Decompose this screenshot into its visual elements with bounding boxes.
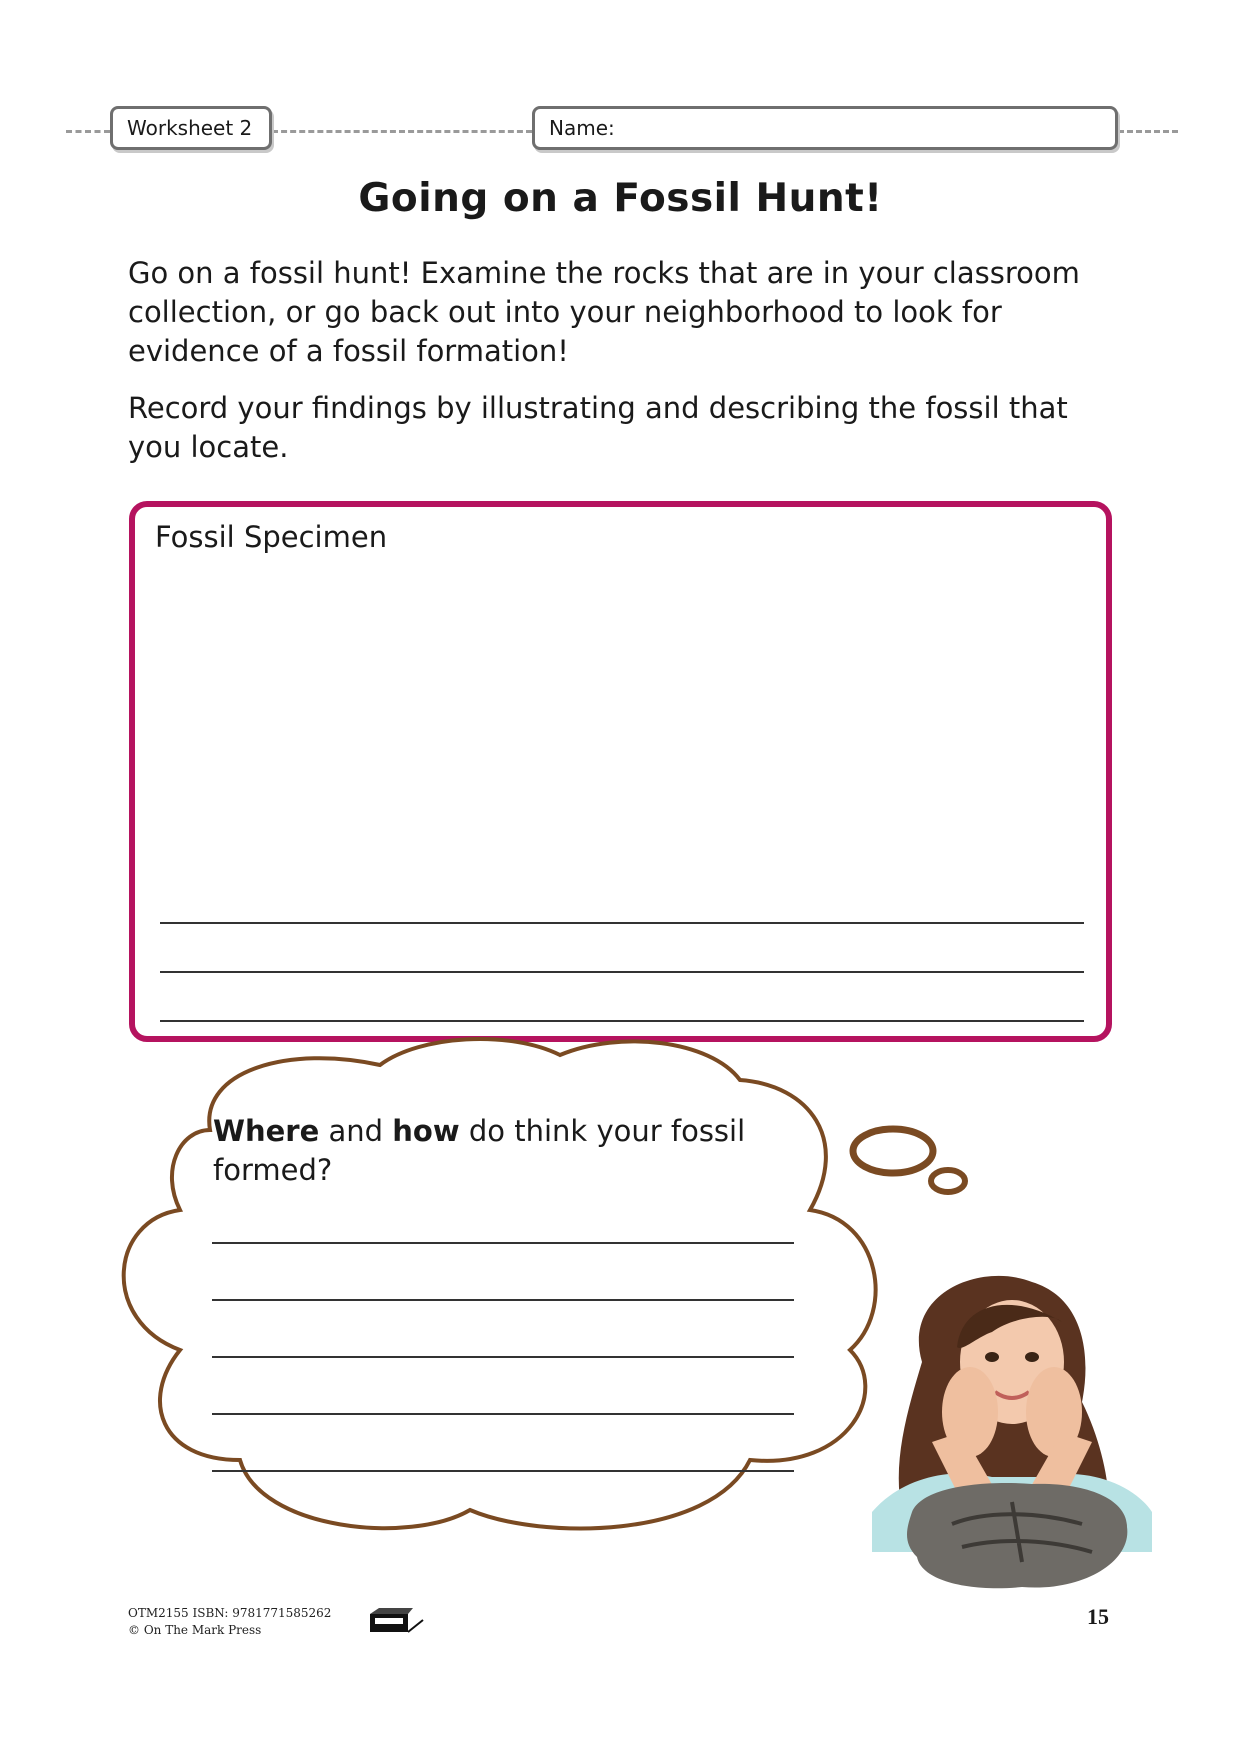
intro-paragraph-1: Go on a fossil hunt! Examine the rocks that are in your classroom collection, or go back out into your neighborhood to look for evidence of a fossil formation! <box>128 256 1080 368</box>
header-dash-left <box>66 130 110 133</box>
specimen-writing-line-1[interactable] <box>160 922 1084 924</box>
specimen-writing-line-2[interactable] <box>160 971 1084 973</box>
girl-with-fossil-image <box>862 1262 1162 1612</box>
page-title: Going on a Fossil Hunt! <box>358 176 883 221</box>
cloud-question-part-2: do think your fossil formed? <box>213 1114 746 1187</box>
name-field[interactable] <box>532 106 1118 150</box>
cloud-writing-line-3[interactable] <box>212 1356 794 1358</box>
specimen-label: Fossil Specimen <box>155 520 388 554</box>
header-dash-middle <box>272 130 532 133</box>
cloud-writing-line-4[interactable] <box>212 1413 794 1415</box>
name-label: Name: <box>549 116 615 140</box>
intro-paragraph-2: Record your findings by illustrating and describing the fossil that you locate. <box>128 391 1068 464</box>
cloud-writing-line-5[interactable] <box>212 1470 794 1472</box>
footer-product-code: OTM2155 ISBN: 9781771585262 <box>128 1606 332 1620</box>
cloud-question <box>213 1112 773 1190</box>
header-dash-right <box>1118 130 1178 133</box>
cloud-question-bold-how: how <box>392 1114 460 1148</box>
thought-bubble-large <box>853 1129 933 1173</box>
cloud-question-bold-where: Where <box>213 1114 320 1148</box>
worksheet-label-box <box>110 106 272 150</box>
girl-eye-left <box>985 1352 999 1362</box>
cloud-writing-line-1[interactable] <box>212 1242 794 1244</box>
cloud-question-part-1: and <box>319 1114 393 1148</box>
footer-copyright: © On The Mark Press <box>128 1623 262 1637</box>
book-logo-icon <box>367 1606 427 1636</box>
thought-bubble-small <box>931 1170 965 1192</box>
worksheet-label: Worksheet 2 <box>127 116 253 140</box>
page-number: 15 <box>1087 1604 1109 1629</box>
specimen-drawing-area[interactable] <box>129 501 1112 1042</box>
girl-eye-right <box>1025 1352 1039 1362</box>
cloud-writing-line-2[interactable] <box>212 1299 794 1301</box>
